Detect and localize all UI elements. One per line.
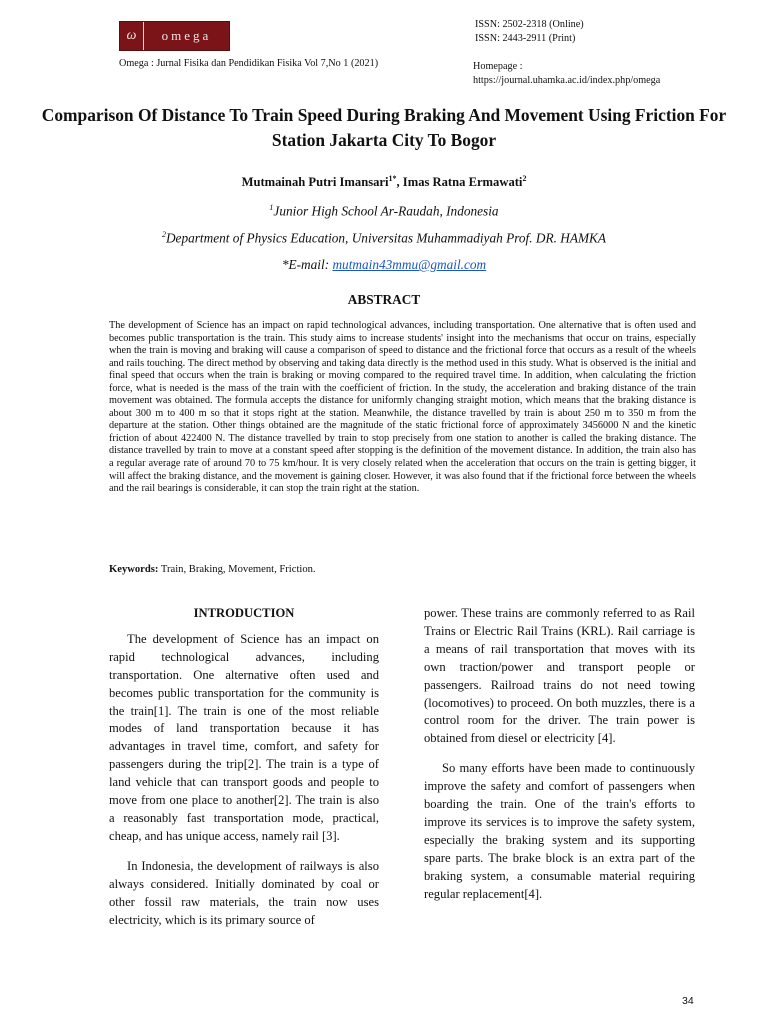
left-column (109, 605, 379, 929)
paper-title: Comparison Of Distance To Train Speed During Braking And Movement Using Friction For Station Jakarta City To Bogor (41, 105, 727, 150)
affiliation-marker: 1 (269, 203, 274, 212)
body-paragraph: power. These trains are commonly referred to as Rail Trains or Electric Rail Trains (KRL). Rail carriage is a means of rail transportation that moves with its own traction/power and transport people or passengers. Railroad trains do not need towing (locomotives) to proceed. On both muzzles, there is a control room for the driver. The train power is obtained from diesel or electricity [4]. (424, 606, 695, 746)
body-paragraph: In Indonesia, the development of railways is also always considered. Initially dominated by coal or other fossil raw materials, the train now uses electricity, which is its primary source of (109, 858, 379, 927)
homepage-label: Homepage : (473, 61, 523, 72)
affiliation-1 (40, 203, 728, 219)
email-line (40, 257, 728, 273)
affiliation-marker: 2 (161, 230, 166, 239)
author-name: Mutmainah Putri Imansari (241, 175, 389, 190)
author-separator: , (396, 175, 403, 190)
section-heading-introduction: INTRODUCTION (193, 606, 295, 620)
keywords-line (109, 564, 316, 575)
issn-print: ISSN: 2443-2911 (Print) (475, 33, 576, 44)
abstract-text: The development of Science has an impact on rapid technological advances, including transportation. One alternative that is often used and becomes public transportation is the train. This study aims to increase students' insight into the mechanisms that occur on trains, especially when the train is moving and braking will cause a comparison of speed to distance and the frictional force that occurs as a result of the wheels and rails touching. The direct method by observing and taking data directly is the method used in this study. What is observed is the initial and final speed that occurs when the train is braking or moving compared to the required travel time. In addition, when calculating the friction force, what is needed is the mass of the train with the coefficient of friction. In the study, the acceleration and braking distance of the train movement was obtained. The formula accepts the distance for uniformly changing straight motion, which means that the braking distance is about 300 m to 400 m so that it stops right at the station. Meanwhile, the distance travelled by train is about 250 m to 350 m from the departure at the station. Other things obtained are the magnitude of the static frictional force of approximately 3456000 N and the kinetic friction of about 422400 N. The distance travelled by train to stop precisely from one station to another is called the braking distance. The distance travelled by train to move at a constant speed after stopping is the definition of the movement distance. In addition, the train also has a regular average rate of around 70 to 75 km/hour. It is very closely related when the acceleration that occurs on the train is getting bigger, it will affect the braking distance, and the movement is gaining closer. However, it was also found that if the frictional force between the wheels and the rail bearings is considerable, it can stop the train right at the station. (109, 320, 696, 495)
author-name: Imas Ratna Ermawati (402, 175, 523, 190)
affiliation-text: Junior High School Ar-Raudah, Indonesia (273, 203, 499, 219)
logo-text: omega (161, 28, 212, 43)
omega-symbol-icon: ω (120, 22, 144, 50)
body-paragraph: The development of Science has an impact on rapid technological advances, including transportation. One alternative often used and becomes public transportation for the community is the train[1]. The train is one of the most reliable modes of land transportation because it has advantages in travel time, comfort, and safety for passengers during the trip[2]. The train is a type of land vehicle that can transport goods and people to move from one place to another[2]. The train is also a reasonably fast transportation mode, practical, cheap, and has unique access, namely rail [3]. (109, 631, 379, 843)
issn-block (475, 18, 584, 46)
body-paragraph: So many efforts have been made to continuously improve the safety and comfort of passengers when boarding the train. One of the train's efforts to improve its services is to improve the safety system, especially the braking system and its supporting spare parts. The brake block is an extra part of the braking system, a consumable material requiring regular replacement[4]. (424, 761, 695, 901)
email-link[interactable]: mutmain43mmu@gmail.com (332, 257, 487, 272)
keywords-list: Train, Braking, Movement, Friction. (158, 564, 316, 575)
homepage-url[interactable]: https://journal.uhamka.ac.id/index.php/omega (473, 75, 661, 86)
page-number: 34 (682, 995, 694, 1007)
issn-online: ISSN: 2502-2318 (Online) (475, 19, 584, 30)
right-column (424, 605, 695, 904)
homepage-block (473, 60, 660, 88)
author-line (40, 174, 728, 190)
author-marker: 2 (522, 174, 527, 183)
author-marker: 1* (388, 174, 397, 183)
keywords-label: Keywords: (109, 564, 159, 575)
email-label: *E-mail: (281, 257, 333, 272)
abstract-heading: ABSTRACT (347, 292, 421, 307)
affiliation-2 (40, 230, 728, 246)
journal-citation: Omega : Jurnal Fisika dan Pendidikan Fisika Vol 7,No 1 (2021) (119, 58, 379, 69)
affiliation-text: Department of Physics Education, Universitas Muhammadiyah Prof. DR. HAMKA (165, 230, 607, 246)
journal-logo (119, 21, 230, 51)
